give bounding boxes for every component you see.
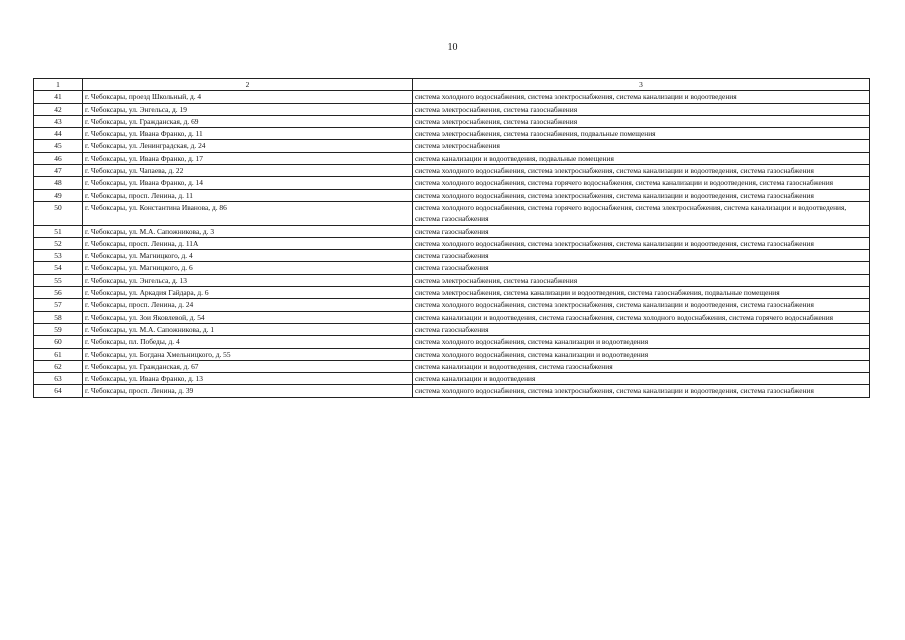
table-row: [34, 250, 870, 262]
address-cell: г. Чебоксары, ул. Ивана Франко, д. 14: [83, 177, 413, 189]
table-row: [34, 237, 870, 249]
systems-cell: система газоснабжения: [413, 225, 870, 237]
table-row: [34, 152, 870, 164]
table-row: [34, 348, 870, 360]
systems-cell: система холодного водоснабжения, система электроснабжения, система канализации и водоотведения: [413, 91, 870, 103]
row-number-cell: 45: [34, 140, 83, 152]
systems-cell: система холодного водоснабжения, система электроснабжения, система канализации и водоотведения, система газоснабжения: [413, 165, 870, 177]
row-number-cell: 54: [34, 262, 83, 274]
table-row: [34, 201, 870, 225]
row-number-cell: 56: [34, 287, 83, 299]
row-number-cell: 44: [34, 128, 83, 140]
systems-cell: система холодного водоснабжения, система канализации и водоотведения: [413, 336, 870, 348]
systems-cell: система газоснабжения: [413, 323, 870, 335]
systems-cell: система газоснабжения: [413, 262, 870, 274]
row-number-cell: 50: [34, 201, 83, 225]
table-row: [34, 299, 870, 311]
table-row: [34, 323, 870, 335]
row-number-cell: 60: [34, 336, 83, 348]
systems-cell: система холодного водоснабжения, система электроснабжения, система канализации и водоотведения, система газоснабжения: [413, 237, 870, 249]
address-cell: г. Чебоксары, ул. Энгельса, д. 13: [83, 274, 413, 286]
row-number-cell: 42: [34, 103, 83, 115]
table-row: [34, 262, 870, 274]
table-row: [34, 385, 870, 397]
systems-cell: система холодного водоснабжения, система электроснабжения, система канализации и водоотведения, система газоснабжения: [413, 385, 870, 397]
address-cell: г. Чебоксары, ул. М.А. Сапожникова, д. 1: [83, 323, 413, 335]
table-row: [34, 360, 870, 372]
table-row: [34, 287, 870, 299]
address-cell: г. Чебоксары, ул. Гражданская, д. 67: [83, 360, 413, 372]
systems-cell: система электроснабжения: [413, 140, 870, 152]
table-row: [34, 373, 870, 385]
address-cell: г. Чебоксары, ул. Ивана Франко, д. 11: [83, 128, 413, 140]
table-row: [34, 177, 870, 189]
table-row: [34, 91, 870, 103]
objects-table: [33, 78, 870, 398]
row-number-cell: 62: [34, 360, 83, 372]
table-row: [34, 225, 870, 237]
address-cell: г. Чебоксары, ул. Магницкого, д. 6: [83, 262, 413, 274]
table-row: [34, 336, 870, 348]
address-cell: г. Чебоксары, ул. Богдана Хмельницкого, д. 55: [83, 348, 413, 360]
address-cell: г. Чебоксары, пл. Победы, д. 4: [83, 336, 413, 348]
address-cell: г. Чебоксары, ул. Ивана Франко, д. 13: [83, 373, 413, 385]
address-cell: г. Чебоксары, ул. Энгельса, д. 19: [83, 103, 413, 115]
address-cell: г. Чебоксары, ул. Чапаева, д. 22: [83, 165, 413, 177]
address-cell: г. Чебоксары, просп. Ленина, д. 24: [83, 299, 413, 311]
row-number-cell: 46: [34, 152, 83, 164]
row-number-cell: 47: [34, 165, 83, 177]
systems-cell: система канализации и водоотведения: [413, 373, 870, 385]
address-cell: г. Чебоксары, ул. Магницкого, д. 4: [83, 250, 413, 262]
row-number-cell: 59: [34, 323, 83, 335]
address-cell: г. Чебоксары, ул. Константина Иванова, д. 86: [83, 201, 413, 225]
row-number-cell: 63: [34, 373, 83, 385]
table-row: [34, 274, 870, 286]
address-cell: г. Чебоксары, просп. Ленина, д. 39: [83, 385, 413, 397]
row-number-cell: 53: [34, 250, 83, 262]
systems-cell: система холодного водоснабжения, система канализации и водоотведения: [413, 348, 870, 360]
row-number-cell: 64: [34, 385, 83, 397]
systems-cell: система газоснабжения: [413, 250, 870, 262]
column-header-2: 2: [83, 79, 413, 91]
row-number-cell: 41: [34, 91, 83, 103]
row-number-cell: 58: [34, 311, 83, 323]
address-cell: г. Чебоксары, ул. Ивана Франко, д. 17: [83, 152, 413, 164]
table-row: [34, 140, 870, 152]
systems-cell: система электроснабжения, система газоснабжения: [413, 103, 870, 115]
address-cell: г. Чебоксары, ул. Аркадия Гайдара, д. 6: [83, 287, 413, 299]
row-number-cell: 61: [34, 348, 83, 360]
row-number-cell: 51: [34, 225, 83, 237]
systems-cell: система канализации и водоотведения, подвальные помещения: [413, 152, 870, 164]
systems-cell: система холодного водоснабжения, система электроснабжения, система канализации и водоотведения, система газоснабжения: [413, 299, 870, 311]
row-number-cell: 49: [34, 189, 83, 201]
address-cell: г. Чебоксары, просп. Ленина, д. 11: [83, 189, 413, 201]
address-cell: г. Чебоксары, просп. Ленина, д. 11А: [83, 237, 413, 249]
systems-cell: система холодного водоснабжения, система горячего водоснабжения, система канализации и водоотведения, система газоснабжения: [413, 177, 870, 189]
page-number: 10: [447, 42, 458, 53]
row-number-cell: 57: [34, 299, 83, 311]
systems-cell: система электроснабжения, система газоснабжения: [413, 274, 870, 286]
address-cell: г. Чебоксары, проезд Школьный, д. 4: [83, 91, 413, 103]
table-row: [34, 165, 870, 177]
systems-cell: система холодного водоснабжения, система горячего водоснабжения, система электроснабжения, система канализации и водоотведения, система газоснабжения: [413, 201, 870, 225]
table-body: [34, 79, 870, 398]
table-row: [34, 189, 870, 201]
address-cell: г. Чебоксары, ул. Ленинградская, д. 24: [83, 140, 413, 152]
table-row: [34, 103, 870, 115]
row-number-cell: 48: [34, 177, 83, 189]
systems-cell: система холодного водоснабжения, система электроснабжения, система канализации и водоотведения, система газоснабжения: [413, 189, 870, 201]
systems-cell: система канализации и водоотведения, система газоснабжения, система холодного водоснабжения, система горячего водоснабжения: [413, 311, 870, 323]
systems-cell: система канализации и водоотведения, система газоснабжения: [413, 360, 870, 372]
column-header-1: 1: [34, 79, 83, 91]
column-header-3: 3: [413, 79, 870, 91]
address-cell: г. Чебоксары, ул. М.А. Сапожникова, д. 3: [83, 225, 413, 237]
table-header-row: [34, 79, 870, 91]
table-row: [34, 128, 870, 140]
systems-cell: система электроснабжения, система канализации и водоотведения, система газоснабжения, подвальные помещения: [413, 287, 870, 299]
address-cell: г. Чебоксары, ул. Гражданская, д. 69: [83, 115, 413, 127]
systems-cell: система электроснабжения, система газоснабжения: [413, 115, 870, 127]
address-cell: г. Чебоксары, ул. Зои Яковлевой, д. 54: [83, 311, 413, 323]
row-number-cell: 52: [34, 237, 83, 249]
row-number-cell: 55: [34, 274, 83, 286]
table-row: [34, 311, 870, 323]
table-row: [34, 115, 870, 127]
row-number-cell: 43: [34, 115, 83, 127]
systems-cell: система электроснабжения, система газоснабжения, подвальные помещения: [413, 128, 870, 140]
